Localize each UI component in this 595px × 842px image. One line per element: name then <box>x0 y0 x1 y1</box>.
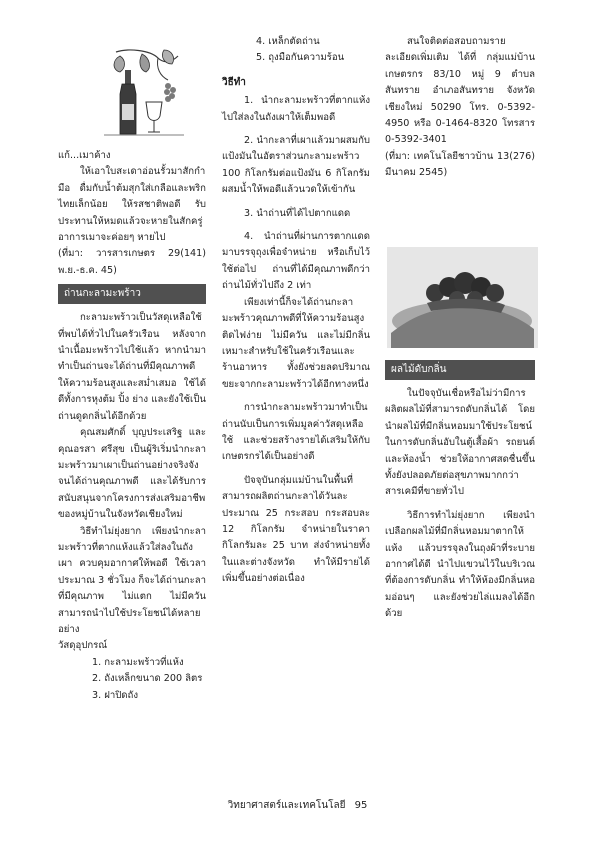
materials-list <box>58 655 206 704</box>
citation-two: (ที่มา: เทคโนโลยีชาวบ้าน 13(276) มีนาคม 2545) <box>385 150 535 179</box>
body-paragraph: วิธีทำไม่ยุ่งยาก เพียงนำกะลามะพร้าวที่ตากแห้งแล้วใส่ลงในถังเผา ควบคุมอากาศให้พอดี ใช้เวลาประมาณ 3 ชั่วโมง ก็จะได้ถ่านกะลาที่มีคุณภาพ ไม่แตก ไม่มีควัน สามารถนำไปใช้ประโยชน์ได้หลายอย่าง <box>58 525 206 635</box>
section-heading-coconut-charcoal: ถ่านกะลามะพร้าว <box>58 284 206 304</box>
body-paragraph: วิธีการทำไม่ยุ่งยาก เพียงนำเปลือกผลไม้ที่มีกลิ่นหอมมาตากให้แห้ง แล้วบรรจุลงในถุงผ้าที่ระบายอากาศได้ดี นำไปแขวนไว้ในบริเวณที่ต้องการดับกลิ่น ทำให้ห้องมีกลิ่นหอมอ่อนๆ และยังช่วยไล่แมลงได้อีกด้วย <box>385 509 535 620</box>
materials-label: วัสดุอุปกรณ์ <box>58 640 108 652</box>
column-three-lower <box>385 355 535 623</box>
method-step: 3. นำถ่านที่ได้ไปตากแดด <box>244 207 351 219</box>
page-footer <box>0 798 595 813</box>
body-paragraph: การนำกะลามะพร้าวมาทำเป็นถ่านนับเป็นการเพิ่มมูลค่าวัสดุเหลือใช้ และช่วยสร้างรายได้เสริมให้กับเกษตรกรได้เป็นอย่างดี <box>222 402 370 463</box>
body-paragraph: เพียงเท่านี้ก็จะได้ถ่านกะลามะพร้าวคุณภาพดีที่ให้ความร้อนสูง ติดไฟง่าย ไม่มีควัน และไม่มีกลิ่น เหมาะสำหรับใช้ในครัวเรือนและร้านอาหาร ทั้งยังช่วยลดปริมาณขยะจากกะลามะพร้าวได้อีกทางหนึ่ง <box>222 296 370 390</box>
list-item: 3. ฝาปิดถัง <box>92 689 139 701</box>
method-heading: วิธีทำ <box>222 76 246 88</box>
list-item: 1. กะลามะพร้าวที่แห้ง <box>92 656 184 668</box>
column-three <box>385 34 535 182</box>
list-item: 5. ถุงมือกันความร้อน <box>256 52 345 64</box>
column-one <box>58 148 206 704</box>
charcoal-bags-photo <box>387 247 538 348</box>
page-number: 95 <box>354 800 368 811</box>
citation-one: (ที่มา: วารสารเกษตร 29(141) พ.ย.-ธ.ค. 45) <box>58 248 206 276</box>
materials-list-continued <box>222 34 370 67</box>
remedy-title: แก้...เมาค้าง <box>58 150 111 161</box>
method-step: 1. นำกะลามะพร้าวที่ตากแห้งไปใส่ลงในถังเผาให้เต็มพอดี <box>222 95 370 123</box>
contact-paragraph: สนใจติดต่อสอบถามรายละเอียดเพิ่มเติม ได้ที่ กลุ่มแม่บ้านเกษตรกร 83/10 หมู่ 9 ตำบลสันทราย อำเภอสันทราย จังหวัดเชียงใหม่ 50290 โทร. 0-5392-4950 หรือ 0-1464-8320 โทรสาร 0-5392-3401 <box>385 36 535 146</box>
body-paragraph: กะลามะพร้าวเป็นวัสดุเหลือใช้ที่พบได้ทั่วไปในครัวเรือน หลังจากนำเนื้อมะพร้าวไปใช้แล้ว หากนำมาทำเป็นถ่านจะได้ถ่านที่มีคุณภาพดี ให้ความร้อนสูงและสม่ำเสมอ ใช้ได้ดีทั้งการหุงต้ม ปิ้ง ย่าง และยังใช้เป็นถ่านดูดกลิ่นได้อีกด้วย <box>58 312 206 422</box>
footer-title: วิทยาศาสตร์และเทคโนโลยี <box>227 800 346 811</box>
section-heading-fruit-deodorizer: ผลไม้ดับกลิ่น <box>385 360 535 380</box>
remedy-text: ให้เอาใบสะเดาอ่อนรั้วมาสักกำมือ ดื่มกับน้ำต้มสุกใส่เกลือและพริกไทยเล็กน้อย ให้รสชาติพอดี รับประทานให้หมดแล้วจะหายในสักครู่ อาการเมาจะค่อยๆ หายไป <box>58 166 206 244</box>
method-step: 4. นำถ่านที่ผ่านการตากแดดมาบรรจุถุงเพื่อจำหน่าย หรือเก็บไว้ใช้ต่อไป ถ่านที่ได้มีคุณภาพดีกว่าถ่านไม้ทั่วไปถึง 2 เท่า <box>222 231 370 292</box>
list-item: 2. ถังเหล็กขนาด 200 ลิตร <box>92 673 203 685</box>
list-item: 4. เหล็กตัดถ่าน <box>256 36 320 47</box>
wine-bottle-illustration <box>98 42 190 140</box>
body-paragraph: ในปัจจุบันเชื่อหรือไม่ว่ามีการผลิตผลไม้ที่สามารถดับกลิ่นได้ โดยนำผลไม้ที่มีกลิ่นหอมมาใช้ประโยชน์ในการดับกลิ่นอับในตู้เสื้อผ้า รถยนต์ และห้องน้ำ ช่วยให้อากาศสดชื่นขึ้น ทั้งยังปลอดภัยต่อสุขภาพมากกว่าสารเคมีที่ขายทั่วไป <box>385 388 535 498</box>
column-two <box>222 34 370 588</box>
method-step: 2. นำกะลาที่เผาแล้วมาผสมกับแป้งมันในอัตราส่วนกะลามะพร้าว 100 กิโลกรัมต่อแป้งมัน 6 กิโลกรัม ผสมน้ำให้พอดีแล้วนวดให้เข้ากัน <box>222 135 370 196</box>
body-paragraph: ปัจจุบันกลุ่มแม่บ้านในพื้นที่สามารถผลิตถ่านกะลาได้วันละประมาณ 25 กระสอบ กระสอบละ 12 กิโลกรัม จำหน่ายในราคากิโลกรัมละ 25 บาท ส่งจำหน่ายทั้งในและต่างจังหวัด ทำให้มีรายได้เพิ่มขึ้นอย่างต่อเนื่อง <box>222 474 370 585</box>
body-paragraph: คุณสมศักดิ์ บุญประเสริฐ และคุณอรสา ศรีสุข เป็นผู้ริเริ่มนำกะลามะพร้าวมาเผาเป็นถ่านอย่างจริงจัง จนได้ถ่านคุณภาพดี และได้รับการสนับสนุนจากโครงการส่งเสริมอาชีพของหมู่บ้านในจังหวัดเชียงใหม่ <box>58 427 206 521</box>
